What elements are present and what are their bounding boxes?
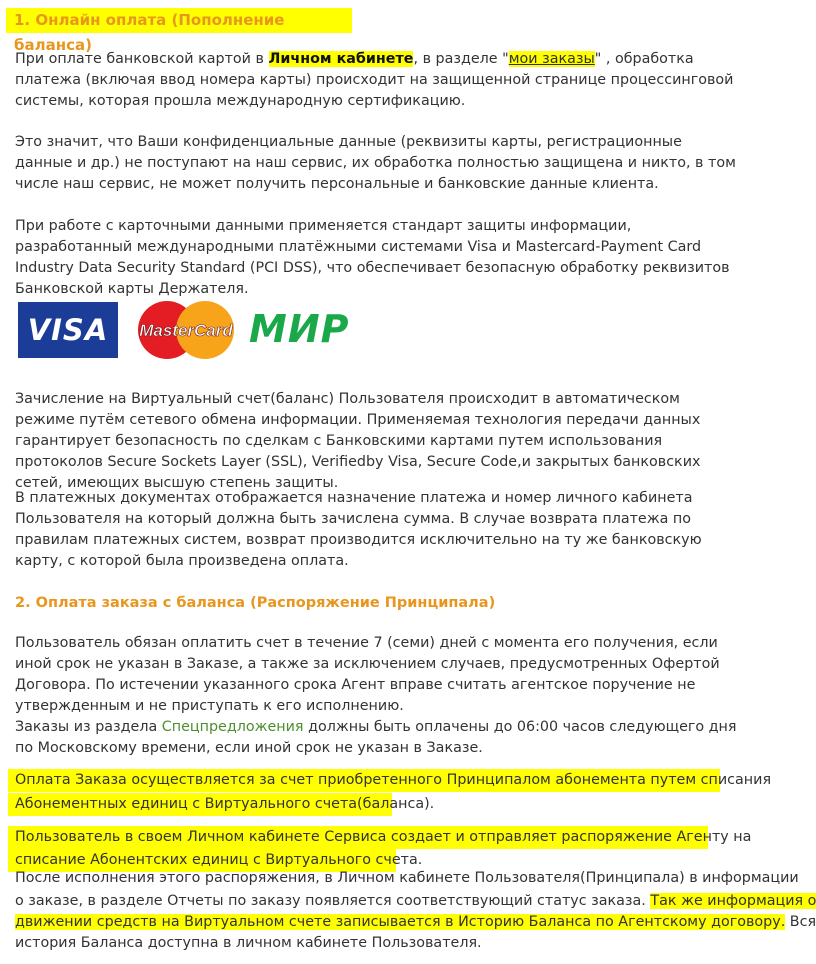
special-offers-link[interactable]: Спецпредложения — [161, 719, 304, 735]
paragraph-special-offers — [15, 717, 741, 759]
paragraph-online-payment — [15, 49, 741, 112]
mastercard-logo — [137, 299, 235, 361]
highlight-line: Абонементных единиц с Виртуального счета(баланса). — [15, 796, 435, 812]
mastercard-logo-text: MasterCard — [139, 321, 233, 340]
p8-line-3-plain: Вся — [785, 914, 816, 930]
p8-line-3 — [15, 912, 816, 933]
section-2-heading: 2. Оплата заказа с баланса (Распоряжение Принципала) — [15, 595, 496, 611]
p1-text-after: " , обработка платежа (включая ввод номера карты) происходит на защищенной странице процессинговой системы, которая прошла международную сертификацию. — [15, 51, 734, 109]
p8-line-2 — [15, 891, 816, 912]
my-orders-link[interactable]: мои заказы — [508, 51, 595, 67]
highlight-line: Пользователь в своем Личном кабинете Сервиса создает и отправляет распоряжение Агенту на — [15, 829, 752, 845]
paragraph-virtual-account: Зачисление на Виртуальный счет(баланс) Пользователя происходит в автоматическом режиме путём сетевого обмена информации. Применяемая технология передачи данных гарантирует безопасность по сделкам с Банковскими картами путем использования протоколов Secure Sockets Layer (SSL), Verifiedby Visa, Secure Code,и закрытых банковских сетей, имеющих высшую степень защиты. — [15, 391, 701, 491]
section-1-heading: 1. Онлайн оплата (Пополнение баланса) — [6, 8, 352, 33]
p1-text-middle: , в разделе " — [413, 51, 509, 67]
p1-text-before: При оплате банковской картой в — [15, 51, 269, 67]
highlight-line: списание Абонентских единиц с Виртуального счета. — [15, 852, 423, 868]
p8-line-2-highlight: Так же информация о — [650, 893, 816, 909]
paragraph-confidential-data: Это значит, что Ваши конфиденциальные данные (реквизиты карты, регистрационные данные и др.) не поступают на наш сервис, их обработка полностью защищена и никто, в том числе наш сервис, не может получить персональные и банковские данные клиента. — [15, 134, 736, 192]
mir-logo: МИР — [249, 307, 350, 351]
highlight-line: Оплата Заказа осуществляется за счет приобретенного Принципалом абонемента путем списания — [15, 772, 772, 788]
p8-line-3-highlight: движении средств на Виртуальном счете записывается в Историю Баланса по Агентскому договору. — [15, 914, 786, 930]
visa-logo: VISA — [18, 302, 118, 358]
paragraph-pci-dss: При работе с карточными данными применяется стандарт защиты информации, разработанный международными платёжными системами Visa и Mastercard-Payment Card Industry Data Security Standard (PCI DSS), что обеспечивает безопасную обработку реквизитов Банковской карты Держателя. — [15, 218, 730, 297]
p7-text-before: Заказы из раздела — [15, 719, 162, 735]
p8-line-2-plain: о заказе, в разделе Отчеты по заказу появляется соответствующий статус заказа. — [15, 893, 651, 909]
paragraph-payment-term: Пользователь обязан оплатить счет в течение 7 (семи) дней с момента его получения, если иной срок не указан в Заказе, а также за исключением случаев, предусмотренных Офертой Договора. По истечении указанного срока Агент вправе считать агентское поручение не утвержденным и не приступать к его исполнению. — [15, 635, 720, 714]
p8-line-1: После исполнения этого распоряжения, в Личном кабинете Пользователя(Принципала) в информации — [15, 870, 799, 886]
p7-text-after: должны быть оплачены до 06:00 часов следующего дня по Московскому времени, если иной срок не указан в Заказе. — [15, 719, 737, 756]
personal-cabinet-text: Личном кабинете — [268, 51, 414, 67]
p8-line-4: история Баланса доступна в личном кабинете Пользователя. — [15, 935, 482, 951]
paragraph-payment-documents: В платежных документах отображается назначение платежа и номер личного кабинета Пользователя на который должна быть зачислена сумма. В случае возврата платежа по правилам платежных систем, возврат производится исключительно на ту же банковскую карту, с которой была произведена оплата. — [15, 490, 702, 569]
